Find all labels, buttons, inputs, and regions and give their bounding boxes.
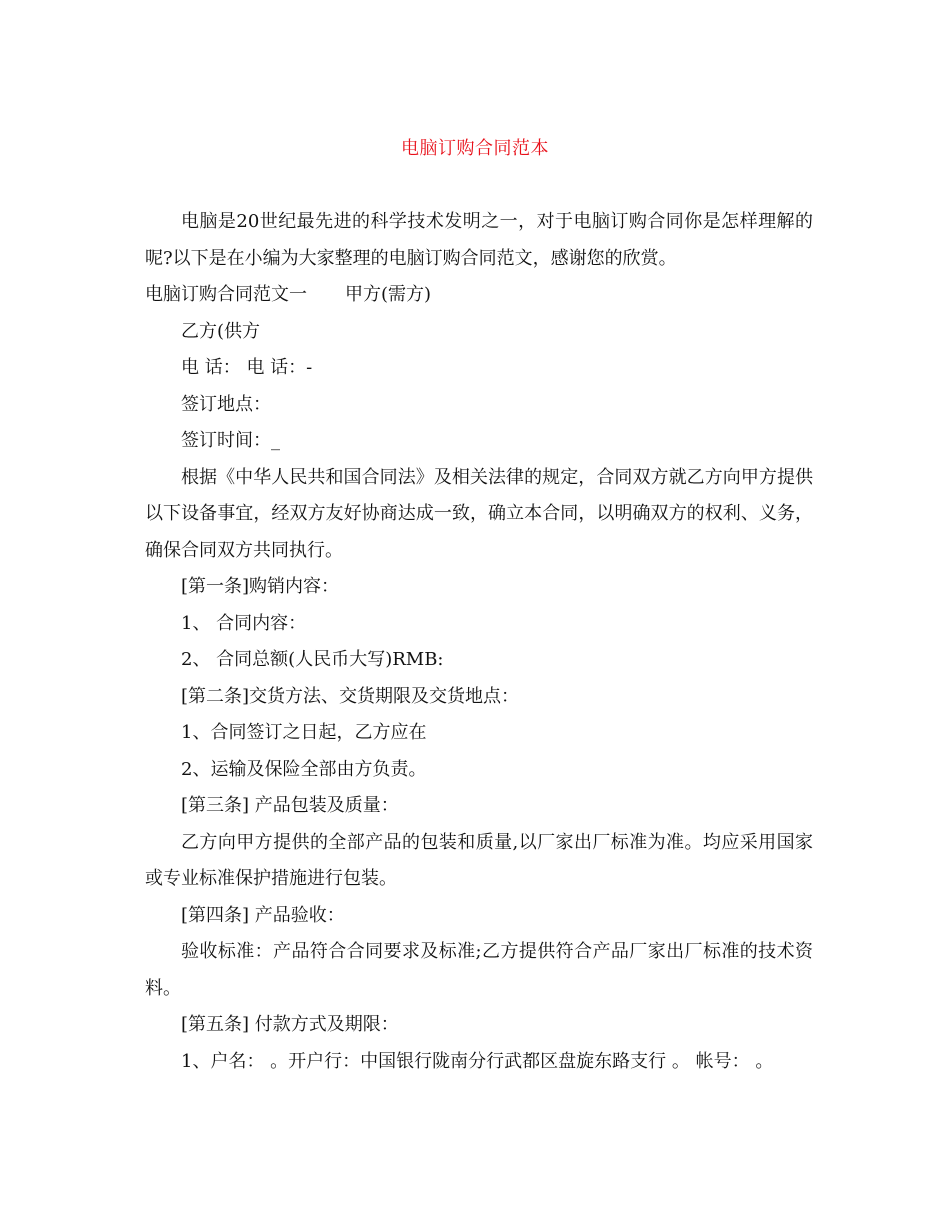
sample-heading-line: [145, 277, 813, 314]
article-3-text: 乙方向甲方提供的全部产品的包装和质量,以厂家出厂标准为准。均应采用国家或专业标准保护措施进行包装。: [145, 831, 813, 889]
sample-heading: 电脑订购合同范文一: [145, 284, 307, 305]
article-2-item-2: 2、运输及保险全部由方负责。: [181, 758, 427, 780]
intro-paragraph: 电脑是20世纪最先进的科学技术发明之一，对于电脑订购合同你是怎样理解的呢?以下是在小编为大家整理的电脑订购合同范文，感谢您的欣赏。: [145, 211, 813, 269]
article-1-item-1: 1、 合同内容：: [181, 612, 307, 634]
sign-time: 签订时间：_: [181, 430, 280, 451]
sign-place: 签订地点：: [181, 393, 271, 415]
article-4-text: 验收标准：产品符合合同要求及标准;乙方提供符合产品厂家出厂标准的技术资料。: [145, 941, 813, 999]
article-5-item-1: 1、户名： 。开户行：中国银行陇南分行武都区盘旋东路支行 。 帐号： 。: [181, 1050, 774, 1072]
phone-line: 电 话： 电 话：-: [181, 357, 313, 378]
preamble-paragraph: 根据《中华人民共和国合同法》及相关法律的规定，合同双方就乙方向甲方提供以下设备事宜，经双方友好协商达成一致，确立本合同，以明确双方的权利、义务，确保合同双方共同执行。: [145, 466, 813, 561]
article-5-title: [第五条] 付款方式及期限：: [181, 1014, 399, 1035]
party-b-label: 乙方(供方: [181, 320, 261, 342]
document-title: 电脑订购合同范本: [401, 138, 549, 159]
article-2-item-1: 1、合同签订之日起，乙方应在: [181, 722, 427, 743]
article-1-item-2: 2、 合同总额(人民币大写)RMB:: [181, 649, 444, 670]
article-3-title: [第三条] 产品包装及质量：: [181, 795, 399, 816]
article-2-title: [第二条]交货方法、交货期限及交货地点：: [181, 685, 520, 707]
article-4-title: [第四条] 产品验收：: [181, 904, 345, 926]
party-a-label: 甲方(需方): [345, 284, 432, 305]
article-1-title: [第一条]购销内容：: [181, 576, 340, 597]
document-body: [145, 204, 813, 1080]
